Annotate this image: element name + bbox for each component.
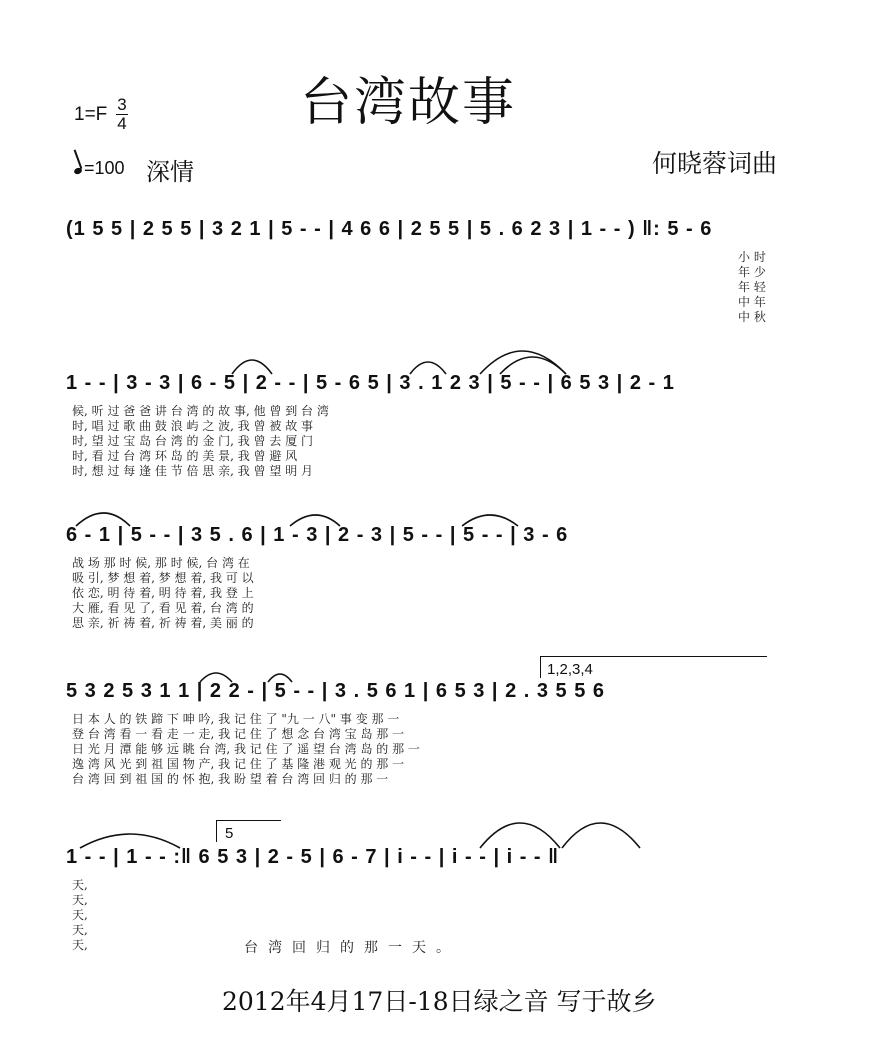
lyric-line: 中 年 bbox=[738, 295, 766, 309]
lyric-line: 日 光 月 潭 能 够 远 眺 台 湾, 我 记 住 了 遥 望 台 湾 岛 的 那 一 bbox=[72, 742, 420, 756]
lyric-line: 中 秋 bbox=[738, 310, 766, 324]
slur-arc bbox=[268, 674, 292, 682]
lyric-line: 年 少 bbox=[738, 265, 766, 279]
lyric-line: 战 场 那 时 候, 那 时 候, 台 湾 在 bbox=[72, 556, 250, 570]
slur-arc bbox=[76, 513, 130, 526]
lyric-line: 候, 听 过 爸 爸 讲 台 湾 的 故 事, 他 曾 到 台 湾 bbox=[72, 404, 329, 418]
lyric-line: 天, bbox=[72, 908, 88, 922]
lyric-line: 依 恋, 明 待 着, 明 待 着, 我 登 上 bbox=[72, 586, 254, 600]
slur-arc bbox=[562, 823, 640, 848]
time-sig-top: 3 bbox=[117, 95, 127, 114]
lyric-line: 时, 想 过 每 逢 佳 节 倍 思 亲, 我 曾 望 明 月 bbox=[72, 464, 314, 478]
lyrics-ending: 台湾回归的那一天。 bbox=[244, 940, 460, 956]
slur-arc bbox=[410, 362, 446, 374]
lyric-line: 吸 引, 梦 想 着, 梦 想 着, 我 可 以 bbox=[72, 571, 254, 585]
volta-first-endings: 1,2,3,4 bbox=[540, 656, 767, 678]
lyric-line: 登 台 湾 看 一 看 走 一 走, 我 记 住 了 想 念 台 湾 宝 岛 那 一 bbox=[72, 727, 405, 741]
slur-arc bbox=[462, 515, 518, 526]
lyric-line: 时, 看 过 台 湾 环 岛 的 美 景, 我 曾 避 风 bbox=[72, 449, 298, 463]
slur-arc bbox=[80, 834, 180, 848]
lyric-line: 小 时 bbox=[738, 250, 766, 264]
lyric-line: 逸 湾 风 光 到 祖 国 物 产, 我 记 住 了 基 隆 港 观 光 的 那 一 bbox=[72, 757, 405, 771]
lyric-line: 时, 唱 过 歌 曲 鼓 浪 屿 之 波, 我 曾 被 故 事 bbox=[72, 419, 314, 433]
lyric-line: 天, bbox=[72, 923, 88, 937]
lyric-line: 天, bbox=[72, 938, 88, 952]
tempo-value: =100 bbox=[84, 158, 125, 178]
lyric-line: 时, 望 过 宝 岛 台 湾 的 金 门, 我 曾 去 厦 门 bbox=[72, 434, 314, 448]
lyric-line: 年 轻 bbox=[738, 280, 766, 294]
lyric-line: 日 本 人 的 铁 蹄 下 呻 吟, 我 记 住 了 "九 一 八" 事 变 那 一 bbox=[72, 712, 400, 726]
slur-arc bbox=[500, 357, 566, 374]
key-signature: 1=F bbox=[74, 104, 108, 125]
notation-row-text: 6 - 1 | 5 - - | 3 5 . 6 | 1 - 3 | 2 - 3 | 5 - - | 5 - - | 3 - 6 bbox=[66, 524, 569, 546]
slur-arc bbox=[200, 673, 232, 682]
lyric-line: 天, bbox=[72, 893, 88, 907]
footer-credit: 2012年4月17日-18日绿之音 写于故乡 bbox=[222, 987, 657, 1016]
notation-row-text: 1 - - | 1 - - :‖ 6 5 3 | 2 - 5 | 6 - 7 | i - - | i - - | i - - ‖ bbox=[66, 846, 560, 868]
slur-arc bbox=[480, 351, 566, 374]
song-title: 台湾故事 bbox=[300, 73, 517, 133]
slur-arc bbox=[232, 360, 272, 374]
time-sig-bottom: 4 bbox=[117, 114, 127, 133]
slur-arc bbox=[290, 515, 340, 526]
author-credit: 何晓蓉词曲 bbox=[652, 149, 778, 178]
lyric-line: 思 亲, 祈 祷 着, 祈 祷 着, 美 丽 的 bbox=[72, 616, 254, 630]
slur-arc bbox=[480, 823, 560, 848]
notation-row-text: 1 - - | 3 - 3 | 6 - 5 | 2 - - | 5 - 6 5 | 3 . 1 2 3 | 5 - - | 6 5 3 | 2 - 1 bbox=[66, 372, 675, 394]
notation-row-text: (1 5 5 | 2 5 5 | 3 2 1 | 5 - - | 4 6 6 | 2 5 5 | 5 . 6 2 3 | 1 - - ) ‖: 5 - 6 bbox=[66, 218, 713, 240]
notation-row-text: 5 3 2 5 3 1 1 | 2 2 - | 5 - - | 3 . 5 6 1 | 6 5 3 | 2 . 3 5 5 6 bbox=[66, 680, 606, 702]
lyric-line: 天, bbox=[72, 878, 88, 892]
lyric-line: 大 雁, 看 见 了, 看 见 着, 台 湾 的 bbox=[72, 601, 254, 615]
volta-fifth-ending: 5 bbox=[216, 820, 281, 842]
lyric-line: 台 湾 回 到 祖 国 的 怀 抱, 我 盼 望 着 台 湾 回 归 的 那 一 bbox=[72, 772, 389, 786]
expression-mark: 深情 bbox=[146, 158, 194, 186]
